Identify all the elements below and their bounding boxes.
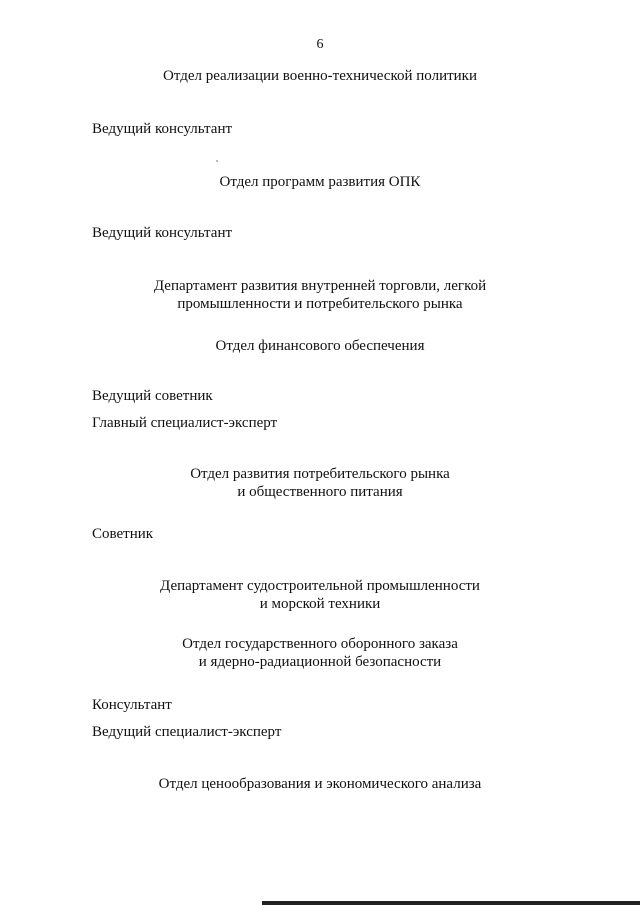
job-position: Главный специалист-эксперт [92,415,278,431]
department-heading [0,465,640,501]
heading-line: Отдел программ развития ОПК [219,174,421,190]
heading-line: Отдел финансового обеспечения [215,338,425,354]
heading-line: промышленности и потребительского рынка [177,296,463,312]
heading-line: Департамент развития внутренней торговли, легкой [153,278,487,294]
page-number: 6 [316,37,324,52]
job-position: Ведущий советник [92,388,213,404]
job-position: Ведущий специалист-эксперт [92,724,282,740]
heading-line: Отдел государственного оборонного заказа [182,636,458,652]
heading-line: и морской техники [259,596,381,612]
scan-edge-shadow [262,901,640,905]
department-heading [0,577,640,613]
department-heading [0,277,640,313]
heading-line: Отдел ценообразования и экономического анализа [158,776,482,792]
department-heading [0,173,640,191]
department-heading [0,635,640,671]
heading-line: и ядерно-радиационной безопасности [198,654,442,670]
department-heading [0,775,640,793]
job-position: Консультант [92,697,172,713]
heading-line: Отдел развития потребительского рынка [190,466,450,482]
job-position: Ведущий консультант [92,121,233,137]
scan-speck [216,160,218,162]
department-heading [0,337,640,355]
job-position: Советник [92,526,154,542]
heading-line: Департамент судостроительной промышленности [160,578,480,594]
job-position: Ведущий консультант [92,225,233,241]
heading-line: и общественного питания [237,484,403,500]
heading-line: Отдел реализации военно-технической политики [163,68,477,84]
department-heading [0,67,640,85]
